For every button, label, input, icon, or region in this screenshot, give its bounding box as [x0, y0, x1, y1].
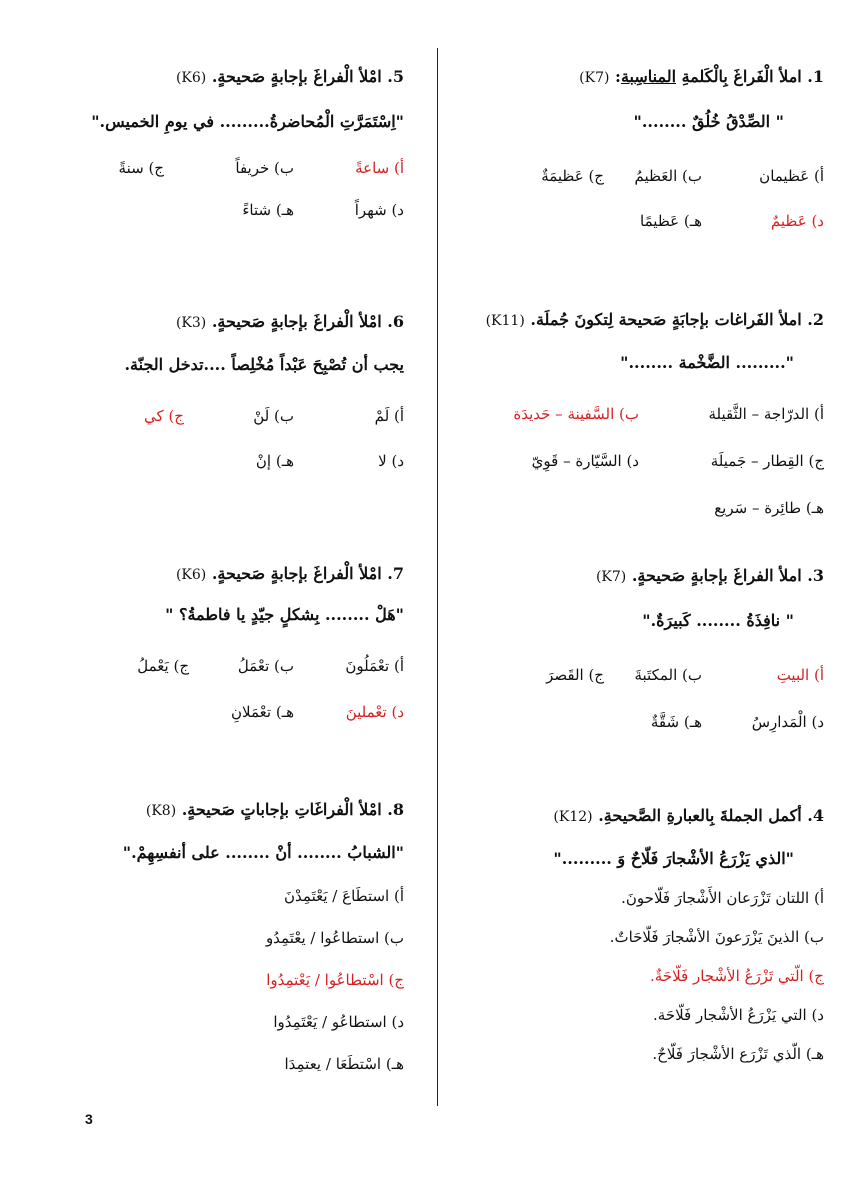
option-b-correct[interactable]: ب) السَّفينة – حَديدَة	[513, 405, 639, 423]
question-number: 4.	[807, 806, 824, 825]
option-b[interactable]: ب) تعْمَلُ	[237, 657, 294, 675]
question-header	[24, 799, 404, 822]
option-a[interactable]: أ) تعْمَلُونَ	[345, 657, 404, 675]
option-c[interactable]: ج) يَعْملُ	[137, 657, 189, 675]
options	[444, 888, 824, 1064]
option-d[interactable]: د) استطاعُو / يَعْتَمِدُوا	[273, 1013, 404, 1031]
option-c[interactable]: ج) القَصرَ	[546, 666, 604, 684]
option-c-correct[interactable]: ج) كي	[144, 407, 184, 425]
skill-code: (K6)	[175, 567, 207, 583]
option-c[interactable]: ج) القِطار – جَميلَة	[710, 452, 824, 470]
skill-code: (K6)	[175, 70, 207, 86]
question-header	[444, 805, 824, 828]
option-b[interactable]: ب) العَظيمُ	[634, 167, 702, 185]
question-stem: " الصِّدْقُ خُلُقٌ ........"	[633, 112, 784, 131]
question-title: امْلأ الْفراغَ بإجابةٍ صَحيحةٍ.	[211, 564, 382, 583]
column-divider	[437, 48, 438, 1106]
option-b[interactable]: ب) خريفاً	[235, 159, 294, 177]
question-number: 7.	[387, 564, 404, 583]
option-e[interactable]: هـ) طائِرة – سَريع	[714, 499, 824, 517]
skill-code: (K7)	[579, 70, 610, 86]
option-a-correct[interactable]: أ) البيتِ	[776, 666, 824, 684]
question-number: 5.	[387, 67, 404, 86]
option-d[interactable]: د) التي يَزْرَعُ الأشْجار فَلّاحَة.	[652, 1006, 824, 1024]
skill-code: (K11)	[485, 313, 525, 329]
option-d-correct[interactable]: د) تعْملينَ	[345, 703, 404, 721]
option-b[interactable]: ب) الذينَ يَزْرَعونَ الأشْجارَ فَلّاحَاتٌ.	[609, 928, 824, 946]
option-d[interactable]: د) لا	[378, 452, 404, 470]
options	[24, 376, 404, 491]
skill-code: (K12)	[553, 809, 593, 825]
option-a[interactable]: أ) عَظيمان	[759, 167, 824, 185]
option-e[interactable]: هـ) الّذي تَزْرَع الأشْجارَ فَلّاحٌ.	[652, 1045, 824, 1063]
question-1	[444, 66, 824, 243]
question-header	[444, 66, 824, 89]
option-c-correct[interactable]: ج) الّتي تَزْرَعُ الأشْجار فَلّاحَةٌ.	[649, 967, 824, 985]
option-e[interactable]: هـ) اسْتطَعَا / يعتمِدَا	[284, 1055, 404, 1073]
question-4	[444, 805, 824, 1064]
option-b[interactable]: ب) لَنْ	[253, 407, 294, 425]
option-a[interactable]: أ) لَمْ	[374, 407, 404, 425]
option-a[interactable]: أ) استطَاعَ / يَعْتَمِدْنَ	[284, 887, 404, 905]
question-number: 1.	[807, 67, 824, 86]
page-number: 3	[85, 1111, 93, 1127]
options	[24, 133, 404, 243]
question-6	[24, 311, 404, 491]
question-number: 2.	[807, 310, 824, 329]
option-d-correct[interactable]: د) عَظيمٌ	[770, 212, 824, 230]
question-stem: "هَلْ ........ بِشكلٍ جيّدٍ يا فاطمةُ؟ "	[165, 605, 404, 624]
option-a-correct[interactable]: أ) ساعةً	[355, 159, 404, 177]
question-title: امْلأ الْفراغَ بإجابةٍ صَحيحةٍ.	[211, 312, 382, 331]
option-e[interactable]: هـ) شتاءً	[242, 201, 294, 219]
question-stem: "اِسْتَمَرَّتِ الْمُحاضرةُ......... في يومِ الخميس."	[91, 112, 404, 131]
option-d[interactable]: د) الْمَدارِسُ	[751, 713, 824, 731]
option-b[interactable]: ب) استطاعُوا / يعْتَمِدُو	[265, 929, 404, 947]
question-title: امْلأ الْفراغَ بإجابةٍ صَحيحةٍ.	[211, 67, 382, 86]
option-d[interactable]: د) شهراً	[354, 201, 404, 219]
option-a[interactable]: أ) اللتان تَزْرَعان الأَشْجارَ فَلّاحونَ.	[621, 889, 824, 907]
question-header	[444, 309, 824, 332]
option-e[interactable]: هـ) شَقَّةٌ	[650, 713, 702, 731]
option-c[interactable]: ج) سنةً	[118, 159, 164, 177]
option-a[interactable]: أ) الدرّاجة – الثَّقيلة	[708, 405, 824, 423]
question-stem: "......... الضَّخْمة ........"	[620, 353, 794, 372]
options	[24, 626, 404, 741]
question-number: 6.	[387, 312, 404, 331]
skill-code: (K8)	[145, 803, 177, 819]
skill-code: (K3)	[175, 315, 207, 331]
option-d[interactable]: د) السَّيّارة – قَوِيّ	[531, 452, 639, 470]
option-e[interactable]: هـ) عَظيمًا	[640, 212, 702, 230]
question-title: املأ الفراغَ بإجابةٍ صَحيحةٍ.	[631, 566, 802, 585]
option-c[interactable]: ج) عَظيمَةٌ	[541, 167, 604, 185]
question-stem: " نافِذَةُ ........ كَبيرَةٌ."	[642, 611, 794, 630]
option-e[interactable]: هـ) تعْمَلانِ	[231, 703, 294, 721]
question-5	[24, 66, 404, 243]
question-title: امْلأ الْفراغَاتِ بإجاباتٍ صَحيحةٍ.	[181, 800, 382, 819]
question-2	[444, 309, 824, 534]
question-header	[24, 563, 404, 586]
question-7	[24, 563, 404, 741]
option-b[interactable]: ب) المكتَبةَ	[634, 666, 702, 684]
question-title: املأ الْفَراغَ بِالْكَلمةِ	[676, 67, 802, 86]
question-8	[24, 799, 404, 1074]
question-title: أكمل الجملةَ بِالعبارةِ الصَّحيحةِ.	[598, 806, 802, 825]
options	[24, 886, 404, 1074]
skill-code: (K7)	[595, 569, 627, 585]
question-header	[24, 66, 404, 89]
options	[444, 133, 824, 243]
question-header	[444, 565, 824, 588]
options	[444, 632, 824, 747]
question-title-end: :	[609, 67, 621, 86]
question-header	[24, 311, 404, 334]
question-number: 3.	[807, 566, 824, 585]
option-c-correct[interactable]: ج) اسْتطاعُوا / يَعْتمِدُوا	[266, 971, 404, 989]
question-3	[444, 565, 824, 747]
option-e[interactable]: هـ) إنْ	[255, 452, 294, 470]
question-number: 8.	[387, 800, 404, 819]
question-title: املأ الفَراغات بإجابَةٍ صَحيحة لِتكونَ جُملَة.	[530, 310, 802, 329]
question-stem: يجب أن تُصْبِحَ عَبْداً مُخْلِصاً ....تدخل الجنّة.	[124, 355, 404, 374]
options	[444, 374, 824, 534]
question-title-underlined: المناسِبة	[620, 67, 677, 86]
question-stem: "الشبابُ ........ أنْ ........ على أنفسِهِمْ."	[122, 843, 404, 862]
question-stem: "الذي يَزْرَعُ الأشْجارَ فَلّاحٌ وَ ........."	[553, 849, 794, 868]
